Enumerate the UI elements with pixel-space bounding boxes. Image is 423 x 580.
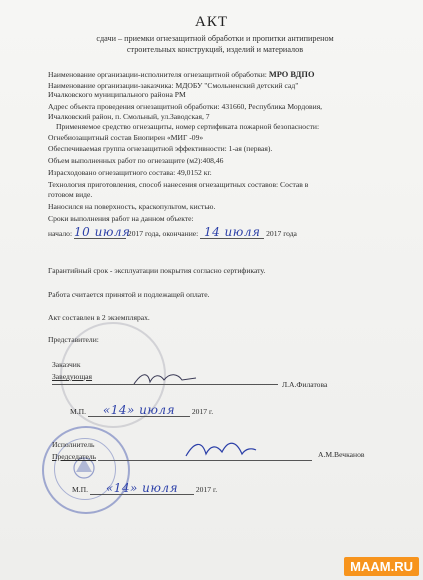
customer-year: 2017 г.: [191, 407, 214, 416]
technology-line-2: готовом виде.: [48, 190, 93, 199]
contractor-name: А.М.Вечканов: [318, 450, 365, 459]
representatives-label: Представители:: [48, 335, 99, 344]
contractor-mp: М.П.: [72, 485, 89, 494]
start-prefix: начало:: [48, 229, 73, 238]
customer-signature: [130, 368, 200, 390]
consumed-line: Израсходовано огнезащитного состава: 49,0152 кг.: [48, 168, 212, 177]
address-line-1: Адрес объекта проведения огнезащитной обработки: 431660, Республика Мордовия,: [48, 102, 323, 111]
customer-mp: М.П.: [70, 407, 87, 416]
address-line-2: Ичалковский район, п. Смольный, ул.Заводская, 7: [48, 112, 210, 121]
terms-dates-line: [48, 225, 297, 239]
start-suffix: 2017 года, окончание:: [127, 229, 199, 238]
accepted-line: Работа считается принятой и подлежащей оплате.: [48, 290, 210, 299]
contractor-org-line: [48, 70, 314, 79]
customer-name: Л.А.Филатова: [282, 380, 328, 389]
contractor-signature: [180, 436, 260, 466]
contractor-label: Исполнитель: [52, 440, 95, 449]
start-date-field: [74, 225, 131, 239]
customer-date-line: [70, 403, 214, 417]
subtitle-line-2: строительных конструкций, изделий и материалов: [126, 45, 304, 54]
contractor-role: Председатель: [52, 452, 97, 461]
efficiency-line: Обеспечиваемая группа огнезащитной эффективности: 1-ая (первая).: [48, 144, 273, 153]
contractor-date-line: [72, 481, 218, 495]
document-title: АКТ: [195, 14, 228, 30]
agent-label: Применяемое средство огнезащиты, номер сертификата пожарной безопасности:: [56, 122, 320, 131]
customer-date-handwritten: «14» июля: [102, 403, 176, 417]
document-subtitle: [40, 33, 390, 55]
applied-line: Наносился на поверхность, краскопультом, кистью.: [48, 202, 216, 211]
start-date-handwritten: 10 июля: [74, 225, 131, 239]
terms-label: Сроки выполнения работ на данном объекте:: [48, 214, 194, 223]
end-date-handwritten: 14 июля: [203, 225, 261, 239]
agent-value: Огнебиозащитный состав Биопирен «МИГ -09»: [48, 133, 204, 142]
technology-line-1: Технология приготовления, способ нанесения огнезащитных составов: Состав в: [48, 180, 309, 189]
customer-org-line-2: Ичалковского муниципального района РМ: [48, 90, 186, 99]
copies-line: Акт составлен в 2 экземплярах.: [48, 313, 150, 322]
customer-label: Заказчик: [52, 360, 81, 369]
customer-role: Заведующая: [52, 372, 93, 381]
customer-org-line-1: Наименование организации-заказчика: МДОБУ "Смольненский детский сад": [48, 81, 299, 90]
subtitle-line-1: сдачи – приемки огнезащитной обработки и пропитки антипиреном: [96, 34, 334, 43]
end-date-field: [200, 225, 264, 239]
contractor-org-label: Наименование организации-исполнителя огнезащитной обработки:: [48, 70, 267, 79]
warranty-line: Гарантийный срок - эксплуатации покрытия согласно сертификату.: [48, 266, 266, 275]
contractor-date-handwritten: «14» июля: [105, 481, 179, 495]
watermark-logo: MAAM.RU: [344, 557, 419, 576]
contractor-date-field: [90, 481, 194, 495]
end-suffix: 2017 года: [266, 229, 297, 238]
customer-date-field: [88, 403, 190, 417]
contractor-org-value: МРО ВДПО: [268, 70, 315, 79]
volume-line: Объем выполненных работ по огнезащите (м2):408,46: [48, 156, 224, 165]
contractor-year: 2017 г.: [195, 485, 218, 494]
